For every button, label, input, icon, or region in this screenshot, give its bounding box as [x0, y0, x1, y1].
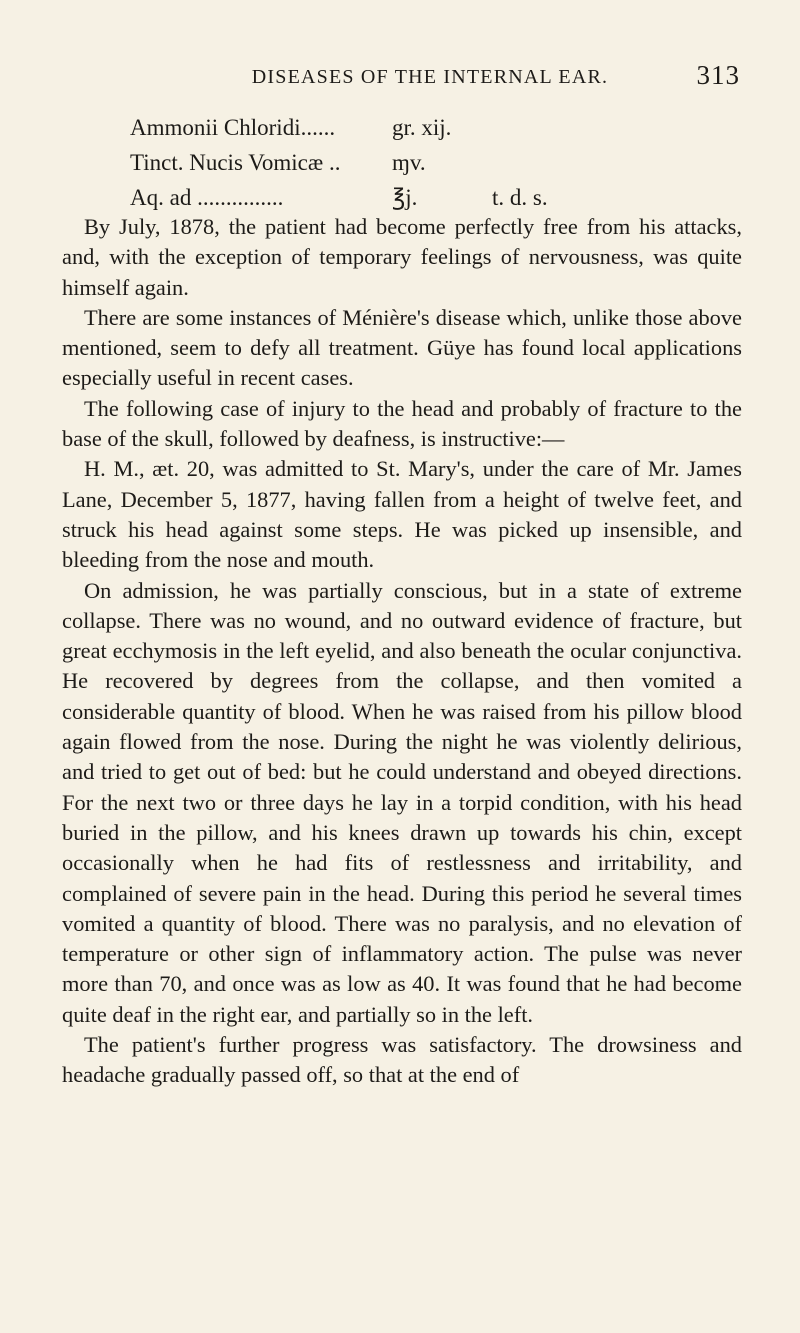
- page-number: 313: [696, 60, 740, 90]
- prescription-amount: gr. xij.: [392, 115, 452, 140]
- paragraph: On admission, he was partially conscious, but in a state of extreme collapse. There was no wound, and no outward evidence of fracture, but great ecchymosis in the left eyelid, and also beneath the ocular conjunctiva. He recovered by degrees from the collapse, and then vomited a considerable quantity of blood. When he was raised from his pillow blood again flowed from the nose. During the night he was violently delirious, and tried to get out of bed: but he could understand and obeyed directions. For the next two or three days he lay in a torpid condition, with his head buried in the pillow, and his knees drawn up towards his chin, except occasionally when he had fits of restlessness and irritability, and complained of severe pain in the head. During this period he several times vomited a quantity of blood. There was no paralysis, and no elevation of temperature or other sign of inflammatory action. The pulse was never more than 70, and once was as low as 40. It was found that he had become quite deaf in the right ear, and partially so in the left.: [62, 577, 742, 1027]
- prescription-ingredient: Aq. ad ...............: [130, 185, 284, 210]
- prescription-dose: t. d. s.: [492, 185, 548, 210]
- prescription-line: [122, 110, 682, 145]
- prescription-line: [122, 145, 682, 180]
- prescription-amount: ℥j.: [392, 185, 418, 210]
- paragraph: By July, 1878, the patient had become perfectly free from his attacks, and, with the exception of temporary feelings of nervousness, was quite himself again.: [62, 214, 742, 300]
- paragraph: The patient's further progress was satisfactory. The drowsiness and headache gradually passed off, so that at the end of: [62, 1032, 742, 1088]
- running-title: DISEASES OF THE INTERNAL EAR.: [251, 66, 609, 88]
- paragraph: There are some instances of Ménière's disease which, unlike those above mentioned, seem to defy all treatment. Güye has found local applications especially useful in recent cases.: [62, 304, 742, 391]
- running-head: [60, 60, 740, 100]
- paragraph: H. M., æt. 20, was admitted to St. Mary's, under the care of Mr. James Lane, December 5, 1877, having fallen from a height of twelve feet, and struck his head against some steps. He was picked up insensible, and bleeding from the nose and mouth.: [62, 456, 742, 573]
- prescription-line: [122, 180, 682, 215]
- prescription-block: [122, 110, 682, 215]
- body-text: [62, 212, 742, 1091]
- prescription-amount: ɱv.: [392, 150, 426, 175]
- paragraph: The following case of injury to the head and probably of fracture to the base of the skull, followed by deafness, is instructive:—: [62, 395, 742, 452]
- prescription-ingredient: Tinct. Nucis Vomicæ ..: [130, 150, 341, 175]
- prescription-ingredient: Ammonii Chloridi......: [130, 115, 336, 140]
